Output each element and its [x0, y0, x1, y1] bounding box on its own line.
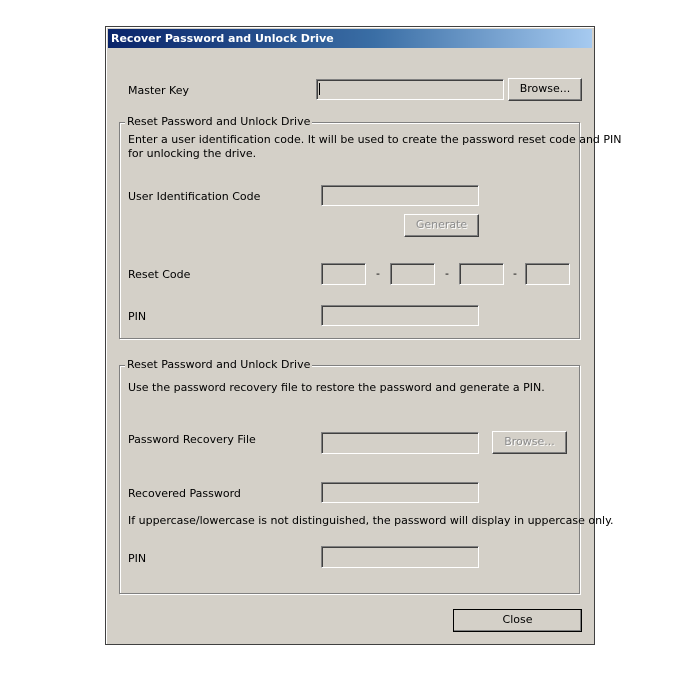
group1-description-line1: Enter a user identification code. It will be used to create the password reset code and PIN [128, 133, 622, 146]
reset-code-input-1[interactable] [321, 263, 366, 285]
generate-button[interactable]: Generate [404, 214, 479, 237]
group2-pin-label: PIN [128, 552, 147, 565]
recovered-password-label: Recovered Password [128, 487, 241, 500]
uppercase-note: If uppercase/lowercase is not distinguished, the password will display in uppercase only. [128, 514, 614, 527]
group2-pin-input[interactable] [321, 546, 479, 568]
reset-code-separator: - [513, 267, 517, 280]
recovery-file-label: Password Recovery File [128, 433, 256, 446]
recovered-password-input[interactable] [321, 482, 479, 503]
group1-pin-input[interactable] [321, 305, 479, 326]
group2-description: Use the password recovery file to restore the password and generate a PIN. [128, 381, 545, 394]
recovery-file-browse-button[interactable]: Browse... [492, 431, 567, 454]
reset-code-input-3[interactable] [459, 263, 504, 285]
group1-description-line2: for unlocking the drive. [128, 147, 257, 160]
user-id-label: User Identification Code [128, 190, 261, 203]
reset-code-group-title: Reset Password and Unlock Drive [127, 115, 311, 128]
master-key-input[interactable] [316, 79, 504, 100]
master-key-browse-button[interactable]: Browse... [508, 78, 582, 101]
close-button[interactable]: Close [453, 609, 582, 632]
text-caret [319, 83, 320, 95]
master-key-label: Master Key [128, 84, 190, 97]
user-id-input[interactable] [321, 185, 479, 206]
group1-pin-label: PIN [128, 310, 147, 323]
reset-code-label: Reset Code [128, 268, 191, 281]
title-bar: Recover Password and Unlock Drive [108, 29, 592, 48]
reset-code-separator: - [376, 267, 380, 280]
reset-code-separator: - [445, 267, 449, 280]
reset-code-input-4[interactable] [525, 263, 570, 285]
recovery-file-group-title: Reset Password and Unlock Drive [127, 358, 311, 371]
recover-password-dialog [105, 26, 622, 645]
reset-code-input-2[interactable] [390, 263, 435, 285]
recovery-file-input[interactable] [321, 432, 479, 454]
